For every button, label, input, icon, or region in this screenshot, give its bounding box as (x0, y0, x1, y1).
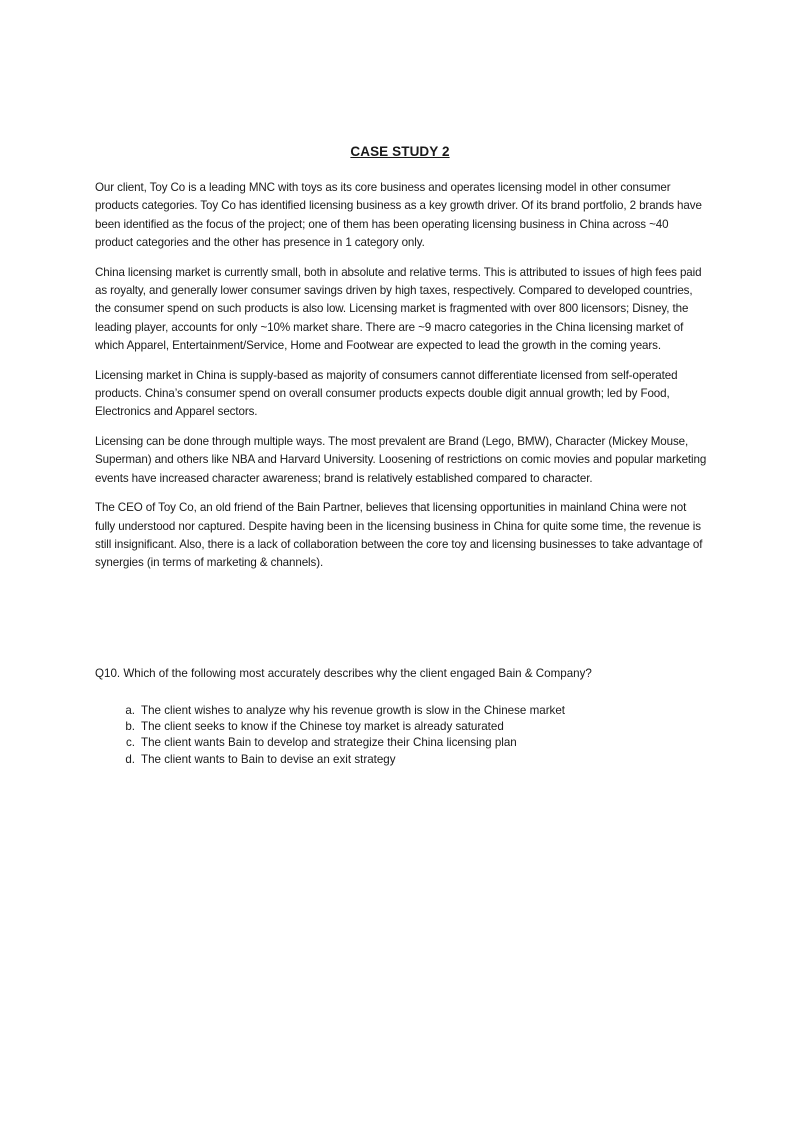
paragraph-supply-based: Licensing market in China is supply-based as majority of consumers cannot differentiate licensed from self-operated products. China’s consumer spend on overall consumer products expects double digit annual growth; led by Food, Electronics and Apparel sectors. (95, 368, 678, 419)
option-text: The client wants to Bain to devise an exit strategy (141, 752, 396, 766)
option-text: The client seeks to know if the Chinese toy market is already saturated (141, 720, 504, 734)
page-title: CASE STUDY 2 (350, 144, 450, 159)
option-a (95, 703, 715, 719)
paragraph-licensing-ways: Licensing can be done through multiple ways. The most prevalent are Brand (Lego, BMW), Character (Mickey Mouse, Superman) and others like NBA and Harvard University. Loosening of restrictions on comic movies and popular marketing events have increased character awareness; brand is relatively established compared to character. (95, 435, 707, 485)
option-b (95, 719, 715, 735)
option-letter: a. (125, 704, 135, 717)
option-text: The client wants Bain to develop and strategize their China licensing plan (141, 736, 517, 750)
option-c (95, 735, 715, 751)
option-letter: d. (125, 752, 135, 766)
paragraph-ceo-view: The CEO of Toy Co, an old friend of the Bain Partner, believes that licensing opportunities in mainland China were not fully understood nor captured. Despite having been in the licensing business in China for quite some time, the revenue is still insignificant. Also, there is a lack of collaboration between the core toy and licensing businesses to take advantage of synergies (in terms of marketing & channels). (95, 501, 703, 570)
option-text: The client wishes to analyze why his revenue growth is slow in the Chinese market (141, 704, 566, 717)
option-letter: c. (125, 736, 135, 750)
answer-options (95, 703, 715, 768)
paragraph-client-overview: Our client, Toy Co is a leading MNC with toys as its core business and operates licensing model in other consumer products categories. Toy Co has identified licensing business as a key growth driver. Of its brand portfolio, 2 brands have been identified as the focus of the project; one of them has been operating licensing business in China across ~40 product categories and the other has presence in 1 category only. (95, 181, 702, 249)
question-text: Q10. Which of the following most accurately describes why the client engaged Bain & Company? (95, 667, 592, 680)
option-d (95, 752, 715, 768)
case-body (95, 179, 707, 584)
option-letter: b. (125, 720, 135, 734)
paragraph-market-size: China licensing market is currently small, both in absolute and relative terms. This is attributed to issues of high fees paid as royalty, and generally lower consumer savings driven by high taxes, respectively. Compared to developed countries, the consumer spend on such products is also low. Licensing market is fragmented with over 800 licensors; Disney, the leading player, accounts for only ~10% market share. There are ~9 macro categories in the China licensing market of which Apparel, Entertainment/Service, Home and Footwear are expected to lead the growth in the coming years. (95, 265, 702, 352)
